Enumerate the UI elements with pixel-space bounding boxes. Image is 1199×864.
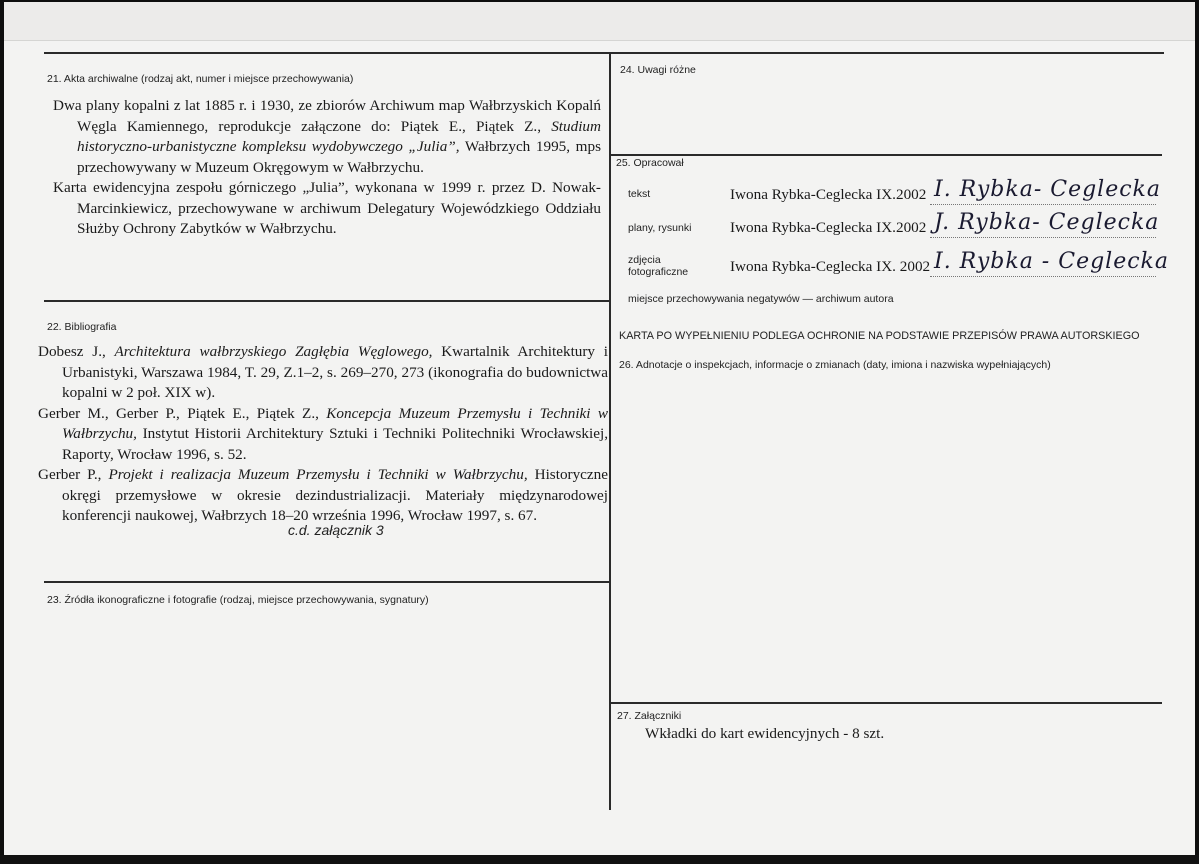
author-name: Iwona Rybka-Ceglecka IX.2002 — [730, 219, 927, 236]
divider-22-23 — [44, 581, 610, 583]
section-22-content — [38, 342, 608, 527]
bibliography-entry: Gerber M., Gerber P., Piątek E., Piątek Z., Koncepcja Muzeum Przemysłu i Techniki w Wałbrzychu, Instytut Historii Architektury Sztuki i Techniki Politechniki Wrocławskiej, Raporty, Wrocław 1996, s. 52. — [38, 404, 608, 463]
row-label: zdjęcia fotograficzne — [628, 254, 689, 278]
continuation-note: c.d. załącznik 3 — [288, 522, 384, 538]
column-divider — [609, 52, 611, 810]
section-22-label: 22. Bibliografia — [47, 321, 117, 333]
section-24-label: 24. Uwagi różne — [620, 64, 696, 76]
top-border-right — [610, 52, 1164, 54]
section-25-label: 25. Opracował — [616, 157, 684, 169]
archive-entry: Karta ewidencyjna zespołu górniczego „Julia”, wykonana w 1999 r. przez D. Nowak-Marcinkiewicz, przechowywane w archiwum Delegatury Wojewódzkiego Oddziału Służby Ochrony Zabytków w Wałbrzychu. — [53, 179, 601, 237]
top-border-left — [44, 52, 610, 54]
section-21-label: 21. Akta archiwalne (rodzaj akt, numer i miejsce przechowywania) — [47, 73, 354, 85]
handwritten-signature: I. Rybka- Ceglecka — [934, 177, 1161, 202]
row-label: tekst — [628, 188, 651, 200]
signature-line — [930, 276, 1156, 277]
section-26-label: 26. Adnotacje o inspekcjach, informacje o zmianach (daty, imiona i nazwiska wypełniających) — [619, 359, 1051, 371]
copyright-notice: KARTA PO WYPEŁNIENIU PODLEGA OCHRONIE NA PODSTAWIE PRZEPISÓW PRAWA AUTORSKIEGO — [619, 330, 1140, 342]
negatives-note: miejsce przechowywania negatywów — archiwum autora — [628, 293, 894, 305]
author-row-text — [628, 177, 1161, 213]
section-23-label: 23. Źródła ikonograficzne i fotografie (rodzaj, miejsce przechowywania, sygnatury) — [47, 594, 429, 606]
author-row-plans — [628, 210, 1160, 246]
archive-entry: Dwa plany kopalni z lat 1885 r. i 1930, ze zbiorów Archiwum map Wałbrzyskich Kopalń Węgla Kamiennego, reprodukcje załączone do: Piątek E., Piątek Z., Studium historyczno-urbanistyczne kompleksu wydobywczego „Julia”, Wałbrzych 1995, mps przechowywany w Muzeum Okręgowym w Wałbrzychu. — [53, 97, 601, 176]
signature-line — [930, 204, 1156, 205]
divider-24-25 — [610, 154, 1162, 156]
author-row-photos — [628, 249, 1169, 282]
author-name: Iwona Rybka-Ceglecka IX.2002 — [730, 186, 927, 203]
bibliography-entry: Gerber P., Projekt i realizacja Muzeum Przemysłu i Techniki w Wałbrzychu, Historyczne okręgi przemysłowe w okresie dezindustrializacji. Materiały międzynarodowej konferencji naukowej, Wałbrzych 18–20 września 1996, Wrocław 1997, s. 67. — [38, 466, 609, 524]
signature-line — [930, 237, 1156, 238]
scan-bottom-edge — [0, 855, 1199, 864]
attachments-content: Wkładki do kart ewidencyjnych - 8 szt. — [645, 725, 885, 742]
row-label: plany, rysunki — [628, 222, 692, 234]
divider-21-22 — [44, 300, 610, 302]
bibliography-entry: Dobesz J., Architektura wałbrzyskiego Zagłębia Węglowego, Kwartalnik Architektury i Urbanistyki, Warszawa 1984, T. 29, Z.1–2, s. 269–270, 273 (ikonografia do budownictwa kopalni w 2 poł. XIX w). — [38, 343, 608, 401]
section-27-label: 27. Załączniki — [617, 710, 682, 722]
divider-26-27 — [610, 702, 1162, 704]
handwritten-signature: I. Rybka - Ceglecka — [934, 249, 1169, 274]
author-name: Iwona Rybka-Ceglecka IX. 2002 — [730, 258, 931, 275]
section-21-content — [53, 96, 601, 240]
page-top-fold — [4, 2, 1195, 41]
handwritten-signature: J. Rybka- Ceglecka — [934, 210, 1160, 235]
